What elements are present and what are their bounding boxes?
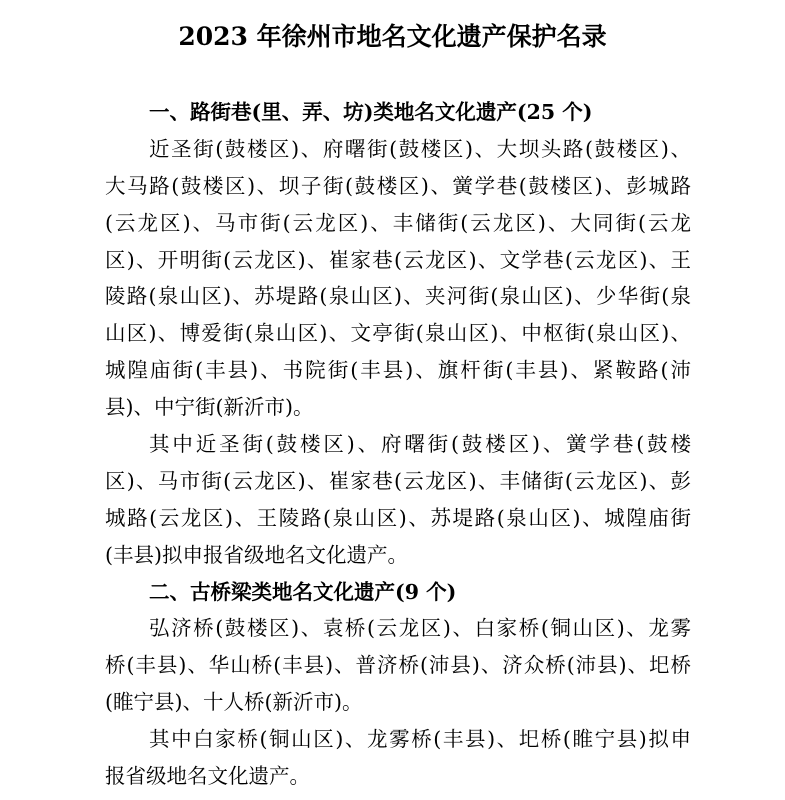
- section-heading: 二、古桥梁类地名文化遗产(9 个): [149, 579, 457, 604]
- paragraph-line: (丰县)拟申报省级地名文化遗产。: [105, 542, 408, 567]
- paragraph-line: 桥(丰县)、华山桥(丰县)、普济桥(沛县)、济众桥(沛县)、圯桥: [105, 653, 691, 678]
- paragraph-line: 大马路(鼓楼区)、坝子街(鼓楼区)、黉学巷(鼓楼区)、彭城路: [105, 173, 691, 198]
- paragraph-line: 弘济桥(鼓楼区)、袁桥(云龙区)、白家桥(铜山区)、龙雾: [149, 616, 691, 641]
- paragraph-line: 山区)、博爱街(泉山区)、文亭街(泉山区)、中枢街(泉山区)、: [105, 321, 691, 346]
- document-body: [105, 94, 691, 795]
- paragraph-line: 近圣街(鼓楼区)、府曙街(鼓楼区)、大坝头路(鼓楼区)、: [149, 136, 691, 161]
- paragraph-line: 陵路(泉山区)、苏堤路(泉山区)、夹河街(泉山区)、少华街(泉: [105, 284, 691, 309]
- paragraph-line: 报省级地名文化遗产。: [105, 764, 310, 789]
- paragraph-line: 区)、开明街(云龙区)、崔家巷(云龙区)、文学巷(云龙区)、王: [105, 247, 691, 272]
- paragraph-line: 其中白家桥(铜山区)、龙雾桥(丰县)、圯桥(睢宁县)拟申: [149, 727, 691, 752]
- document-title: 2023 年徐州市地名文化遗产保护名录: [178, 22, 607, 51]
- paragraph-line: (云龙区)、马市街(云龙区)、丰储街(云龙区)、大同街(云龙: [105, 210, 691, 235]
- paragraph-line: 城隍庙街(丰县)、书院街(丰县)、旗杆街(丰县)、紧鞍路(沛: [105, 358, 691, 383]
- paragraph-line: 区)、马市街(云龙区)、崔家巷(云龙区)、丰储街(云龙区)、彭: [105, 468, 691, 493]
- section-heading: 一、路街巷(里、弄、坊)类地名文化遗产(25 个): [149, 100, 593, 124]
- paragraph-line: 城路(云龙区)、王陵路(泉山区)、苏堤路(泉山区)、城隍庙街: [105, 505, 691, 530]
- paragraph-line: 县)、中宁街(新沂市)。: [105, 395, 314, 420]
- paragraph-line: (睢宁县)、十人桥(新沂市)。: [105, 690, 363, 715]
- paragraph-line: 其中近圣街(鼓楼区)、府曙街(鼓楼区)、黉学巷(鼓楼: [149, 432, 691, 457]
